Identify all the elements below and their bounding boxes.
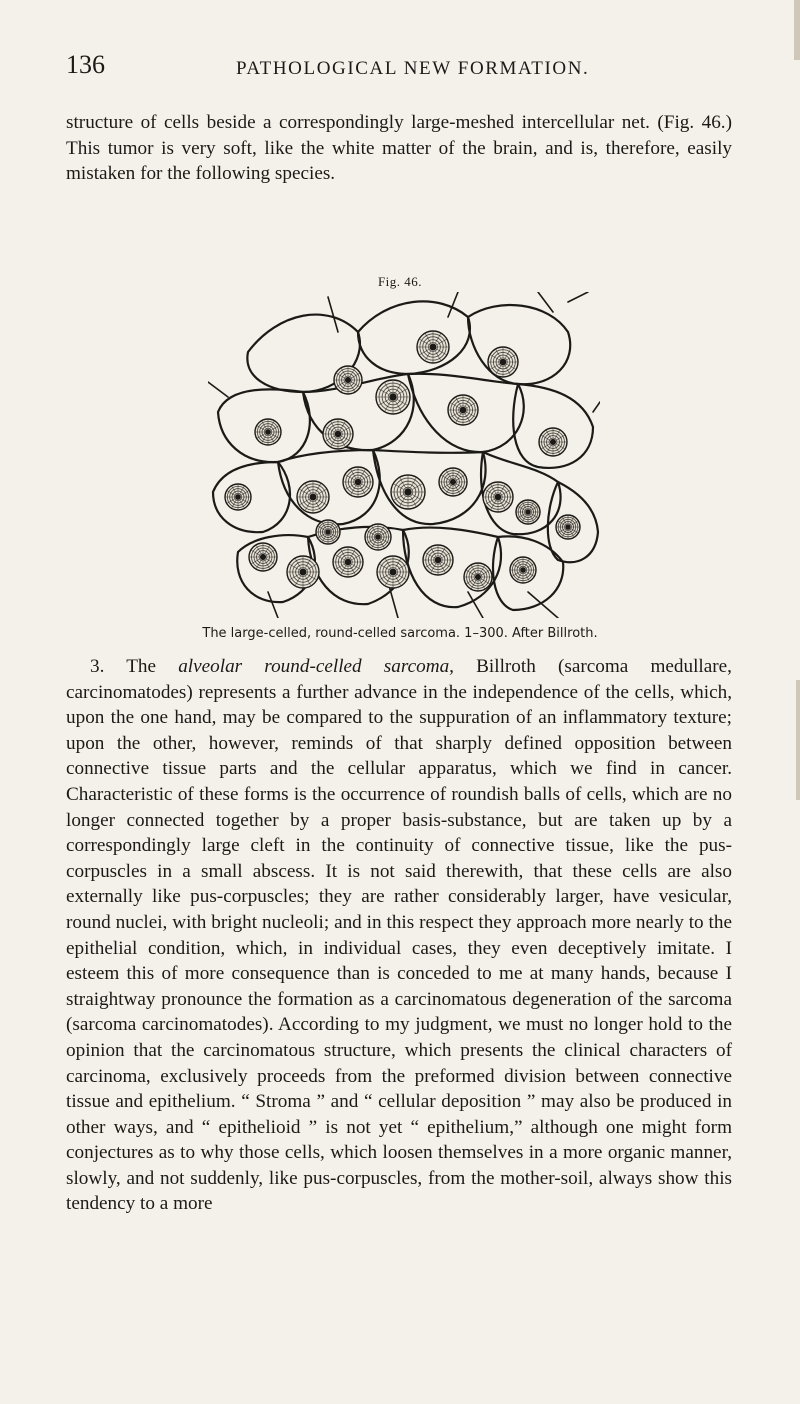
paragraph-2-number: 3. The — [90, 656, 179, 677]
figure-label: Fig. 46. — [377, 274, 423, 289]
paragraph-1: structure of cells beside a correspondingly large-meshed intercellular net. (Fig. 46.) This tumor is very soft, like the white matter of the brain, and is, therefore, easily mistaken for the following species. — [66, 112, 732, 185]
figure-illustration — [208, 292, 600, 618]
running-title: PATHOLOGICAL NEW FORMATION. — [236, 58, 590, 79]
paragraph-2 — [66, 654, 732, 1217]
figure-caption: The large-celled, round-celled sarcoma. 1–300. After Billroth. — [202, 626, 598, 641]
page-edge-mark — [796, 680, 800, 800]
sarcoma-cell-engraving — [208, 292, 600, 618]
page-number: 136 — [66, 50, 105, 79]
paragraph-2-term: alveolar round-celled sarcoma, — [178, 656, 454, 677]
running-head — [66, 50, 734, 90]
paragraph-2-text: Billroth (sarcoma medullare, carcinomatodes) represents a further advance in the independence of the cells, which, upon the one hand, may be compared to the suppuration of an inflammatory texture; upon the other, however, reminds of that sharply defined opposition between connective tissue parts and the cellular apparatus, which we find in cancer. Characteristic of these forms is the occurrence of roundish balls of cells, which are no longer connected together by a proper basis-substance, but are taken up by a correspondingly large cleft in the continuity of connective tissue, like the pus-corpuscles in a small abscess. It is not said therewith, that these cells are also externally like pus-corpuscles; they are rather considerably larger, have vesicular, round nuclei, with bright nucleoli; and in this respect they approach more nearly to the epithelial condition, which, in individual cases, they even deceptively imitate. I esteem this of more consequence than is conceded to me at many hands, because I straightway pronounce the formation as a carcinomatous degeneration of the sarcoma (sarcoma carcinomatodes). According to my judgment, we must no longer hold to the opinion that the carcinomatous structure, which presents the clinical characters of carcinoma, exclusively proceeds from the preformed division between connective tissue and epithelium. “ Stroma ” and “ cellular deposition ” may also be produced in other ways, and “ epithelioid ” is not yet “ epithelium,” although one might form conjectures as to why those cells, which loosen themselves in a more organic manner, slowly, and not suddenly, like pus-corpuscles, from the mother-soil, always show this tendency to a more — [66, 656, 732, 1215]
page-edge-mark — [794, 0, 800, 60]
